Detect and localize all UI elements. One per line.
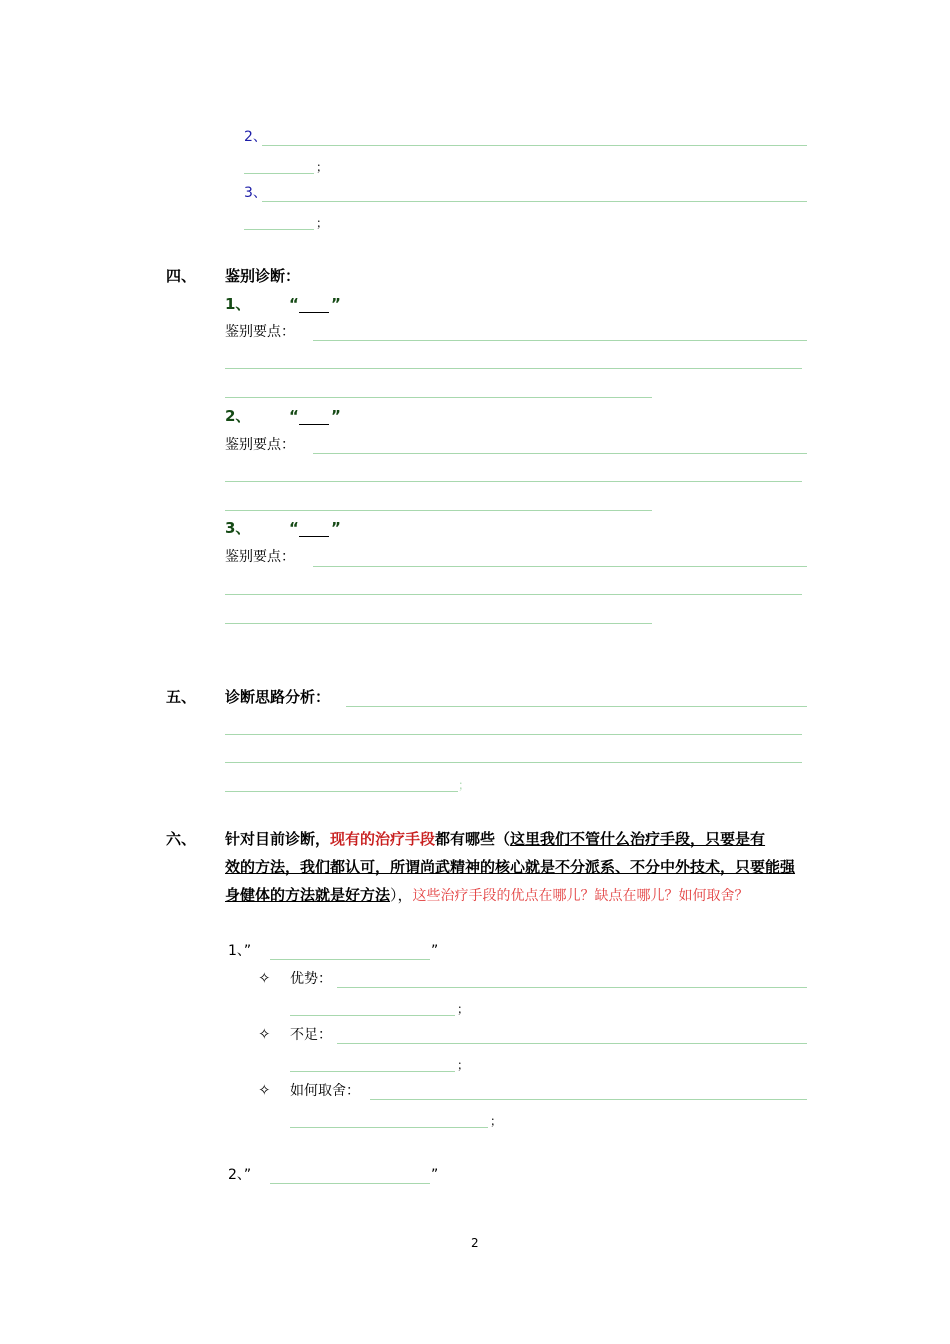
name-blank[interactable]: [299, 296, 329, 313]
fill-line: [290, 1127, 488, 1128]
diff-item-number: 3、: [225, 519, 251, 537]
semicolon: ；: [457, 1002, 470, 1016]
page-number: 2: [471, 1236, 479, 1250]
fill-line: [337, 987, 807, 988]
item-number: 3、: [244, 185, 267, 201]
diff-point-label: 鉴别要点：: [225, 549, 295, 565]
close-quote: ”: [431, 943, 439, 959]
question-note: 身健体的方法就是好方法: [225, 886, 391, 904]
bullet-label: 不足：: [290, 1027, 332, 1043]
section-number: 五、: [166, 688, 197, 706]
bullet-label: 如何取舍：: [290, 1083, 360, 1099]
fill-line: [225, 594, 802, 595]
question-line-3: [225, 887, 749, 905]
semicolon: ；: [316, 160, 329, 174]
diff-item-number: 1、: [225, 295, 251, 313]
fill-line: [225, 368, 802, 369]
semicolon: ；: [490, 1114, 503, 1128]
fill-line: [370, 1099, 807, 1100]
fill-line: [225, 734, 802, 735]
open-quote: “: [289, 519, 299, 537]
fill-line: [225, 762, 802, 763]
question-mid: 都有哪些（: [435, 830, 511, 848]
question-close: ），: [390, 886, 413, 904]
semicolon: ；: [458, 778, 471, 792]
treatment-item-number: 2、”: [228, 1167, 252, 1183]
fill-line: [225, 791, 458, 792]
diff-point-label: 鉴别要点：: [225, 437, 295, 453]
open-quote: “: [289, 407, 299, 425]
fill-line: [313, 340, 807, 341]
question-intro: 针对目前诊断，: [225, 830, 331, 848]
diff-point-label: 鉴别要点：: [225, 324, 295, 340]
section-number: 四、: [166, 267, 197, 285]
fill-line: [225, 623, 652, 624]
fill-line: [244, 229, 314, 230]
fill-line: [262, 201, 807, 202]
question-note: 效的方法，我们都认可，所谓尚武精神的核心就是不分派系、不分中外技术，只要能强: [225, 858, 796, 876]
fill-line: [337, 1043, 807, 1044]
semicolon: ；: [457, 1058, 470, 1072]
question-line-2: [225, 859, 795, 876]
close-quote: ”: [431, 1167, 439, 1183]
question-line-1: [225, 831, 765, 848]
bullet-label: 优势：: [290, 971, 332, 987]
fill-line: [225, 397, 652, 398]
semicolon: ；: [316, 216, 329, 230]
diff-item-number: 2、: [225, 407, 251, 425]
fill-line: [346, 706, 807, 707]
item-number: 2、: [244, 129, 267, 145]
fill-line: [290, 1015, 455, 1016]
name-blank[interactable]: [299, 520, 329, 537]
treatment-item-number: 1、”: [228, 943, 252, 959]
fill-line: [313, 453, 807, 454]
name-blank[interactable]: [299, 408, 329, 425]
treatment-name-line: [270, 959, 430, 960]
section-title: 鉴别诊断：: [225, 267, 301, 285]
close-quote: ”: [331, 295, 341, 313]
diamond-bullet-icon: ✧: [258, 1081, 271, 1099]
question-note: 这里我们不管什么治疗手段，只要是有: [510, 830, 766, 848]
close-quote: ”: [331, 519, 341, 537]
fill-line: [262, 145, 807, 146]
treatment-name-line: [270, 1183, 430, 1184]
diamond-bullet-icon: ✧: [258, 1025, 271, 1043]
fill-line: [313, 566, 807, 567]
section-title: 诊断思路分析：: [225, 688, 331, 706]
fill-line: [225, 510, 652, 511]
fill-line: [290, 1071, 455, 1072]
question-ask: 这些治疗手段的优点在哪儿？缺点在哪儿？如何取舍？: [412, 888, 749, 904]
section-number: 六、: [166, 830, 197, 848]
diamond-bullet-icon: ✧: [258, 969, 271, 987]
question-highlight: 现有的治疗手段: [330, 830, 436, 848]
open-quote: “: [289, 295, 299, 313]
close-quote: ”: [331, 407, 341, 425]
fill-line: [244, 173, 314, 174]
fill-line: [225, 481, 802, 482]
